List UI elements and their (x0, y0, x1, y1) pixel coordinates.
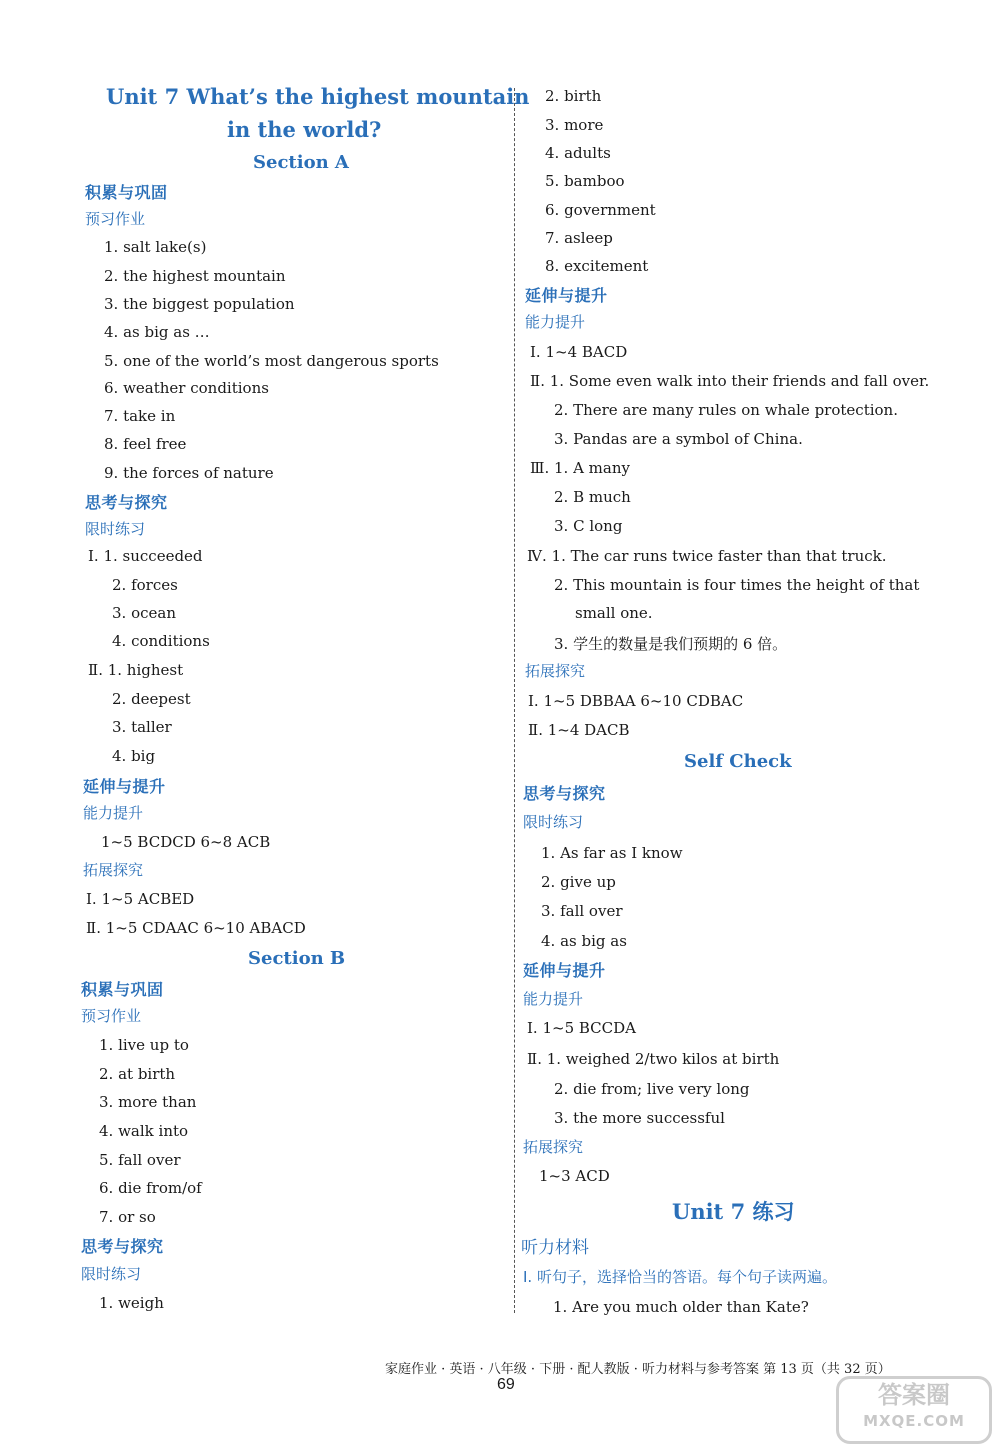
list-item: Ⅱ. 1. highest (88, 661, 184, 679)
column-divider (514, 88, 515, 1313)
list-item: 6. weather conditions (104, 379, 269, 397)
list-item: Ⅰ. 1. succeeded (88, 547, 203, 565)
list-item: 4. as big as (541, 932, 627, 950)
list-item: 4. walk into (99, 1122, 189, 1140)
list-item: 2. the highest mountain (104, 267, 286, 285)
heading-sikao: 思考与探究 (85, 493, 168, 512)
list-item: 4. conditions (112, 632, 210, 650)
heading-tuozhan-r2: 拓展探究 (523, 1138, 584, 1156)
list-item: 4. big (112, 747, 156, 765)
list-item: 9. the forces of nature (104, 464, 274, 482)
page-number: 69 (497, 1376, 515, 1393)
list-item: 4. adults (545, 144, 611, 162)
list-item: 2. birth (545, 87, 602, 105)
list-item: 2. give up (541, 873, 616, 891)
list-item: 2. at birth (99, 1065, 176, 1083)
list-item: 3. fall over (541, 902, 623, 920)
heading-yuxi: 预习作业 (85, 210, 146, 228)
heading-sikao-b: 思考与探究 (81, 1237, 164, 1256)
list-item: Ⅰ. 1~4 BACD (530, 343, 628, 361)
list-item: 2. There are many rules on whale protection. (554, 401, 898, 419)
heading-xianshi-b: 限时练习 (81, 1265, 142, 1283)
unit7-practice-title: Unit 7 练习 (672, 1199, 795, 1224)
watermark-text: 答案圈 (878, 1381, 950, 1409)
list-item: 7. asleep (545, 229, 613, 247)
list-item: 6. die from/of (99, 1179, 202, 1197)
list-item: 5. one of the world’s most dangerous sports (104, 352, 439, 370)
heading-xianshi: 限时练习 (85, 520, 146, 538)
list-item: 5. fall over (99, 1151, 181, 1169)
list-item: 3. taller (112, 718, 172, 736)
list-item: Ⅰ. 1~5 BCCDA (527, 1019, 636, 1037)
heading-yanshen: 延伸与提升 (83, 777, 166, 796)
tuozhan-r-answer-1: Ⅰ. 1~5 DBBAA 6~10 CDBAC (528, 692, 744, 710)
list-item: 1. Are you much older than Kate? (553, 1298, 809, 1316)
list-item: 1. weigh (99, 1294, 164, 1312)
list-item: 6. government (545, 201, 656, 219)
unit-title-line2: in the world? (227, 117, 382, 142)
heading-xianshi-r: 限时练习 (523, 813, 584, 831)
tuozhan-r2-answer: 1~3 ACD (539, 1167, 610, 1185)
list-item: 3. Pandas are a symbol of China. (554, 430, 803, 448)
section-b-title: Section B (248, 948, 346, 969)
list-item: 3. more (545, 116, 604, 134)
tuozhan-answer-2: Ⅱ. 1~5 CDAAC 6~10 ABACD (86, 919, 306, 937)
heading-nengli: 能力提升 (83, 804, 144, 822)
list-item: 3. 学生的数量是我们预期的 6 倍。 (554, 635, 788, 653)
list-item: 3. the biggest population (104, 295, 295, 313)
heading-jilei-b: 积累与巩固 (81, 980, 164, 999)
list-item: 1. salt lake(s) (104, 238, 207, 256)
section-a-title: Section A (253, 152, 349, 173)
watermark-url: MXQE.COM (863, 1412, 965, 1430)
heading-yanshen-r: 延伸与提升 (525, 286, 608, 305)
heading-tingli: 听力材料 (521, 1238, 589, 1258)
listening-instruction: Ⅰ. 听句子，选择恰当的答语。每个句子读两遍。 (523, 1268, 837, 1286)
heading-sikao-r: 思考与探究 (523, 784, 606, 803)
list-item: 2. B much (554, 488, 631, 506)
nengli-answers: 1~5 BCDCD 6~8 ACB (101, 833, 271, 851)
heading-nengli-r: 能力提升 (525, 313, 586, 331)
tuozhan-r-answer-2: Ⅱ. 1~4 DACB (528, 721, 630, 739)
tuozhan-answer-1: Ⅰ. 1~5 ACBED (86, 890, 195, 908)
list-item: 5. bamboo (545, 172, 625, 190)
list-item: 8. excitement (545, 257, 649, 275)
list-item: Ⅱ. 1. weighed 2/two kilos at birth (527, 1050, 780, 1068)
list-item: 3. ocean (112, 604, 176, 622)
heading-yanshen-r2: 延伸与提升 (523, 961, 606, 980)
list-item: 3. more than (99, 1093, 197, 1111)
list-item: 2. die from; live very long (554, 1080, 750, 1098)
unit-title-line1: Unit 7 What’s the highest mountain (106, 84, 530, 109)
self-check-title: Self Check (684, 751, 792, 772)
list-item: 8. feel free (104, 435, 187, 453)
heading-tuozhan-r: 拓展探究 (525, 662, 586, 680)
list-item: 2. deepest (112, 690, 191, 708)
list-item: 1. As far as I know (541, 844, 683, 862)
heading-jilei: 积累与巩固 (85, 183, 168, 202)
heading-yuxi-b: 预习作业 (81, 1007, 142, 1025)
list-item: 7. take in (104, 407, 176, 425)
list-item: 4. as big as … (104, 323, 210, 341)
list-item: Ⅱ. 1. Some even walk into their friends and fall over. (530, 372, 930, 390)
watermark-logo (836, 1376, 992, 1444)
list-item: small one. (575, 604, 653, 622)
list-item: Ⅲ. 1. A many (530, 459, 630, 477)
list-item: 2. forces (112, 576, 178, 594)
list-item: 3. the more successful (554, 1109, 725, 1127)
list-item: Ⅳ. 1. The car runs twice faster than that truck. (527, 547, 887, 565)
page-footer: 家庭作业 · 英语 · 八年级 · 下册 · 配人教版 · 听力材料与参考答案 第 13 页（共 32 页） (385, 1362, 891, 1377)
list-item: 7. or so (99, 1208, 156, 1226)
list-item: 1. live up to (99, 1036, 189, 1054)
list-item: 2. This mountain is four times the height of that (554, 576, 920, 594)
list-item: 3. C long (554, 517, 623, 535)
heading-tuozhan: 拓展探究 (83, 861, 144, 879)
heading-nengli-r2: 能力提升 (523, 990, 584, 1008)
